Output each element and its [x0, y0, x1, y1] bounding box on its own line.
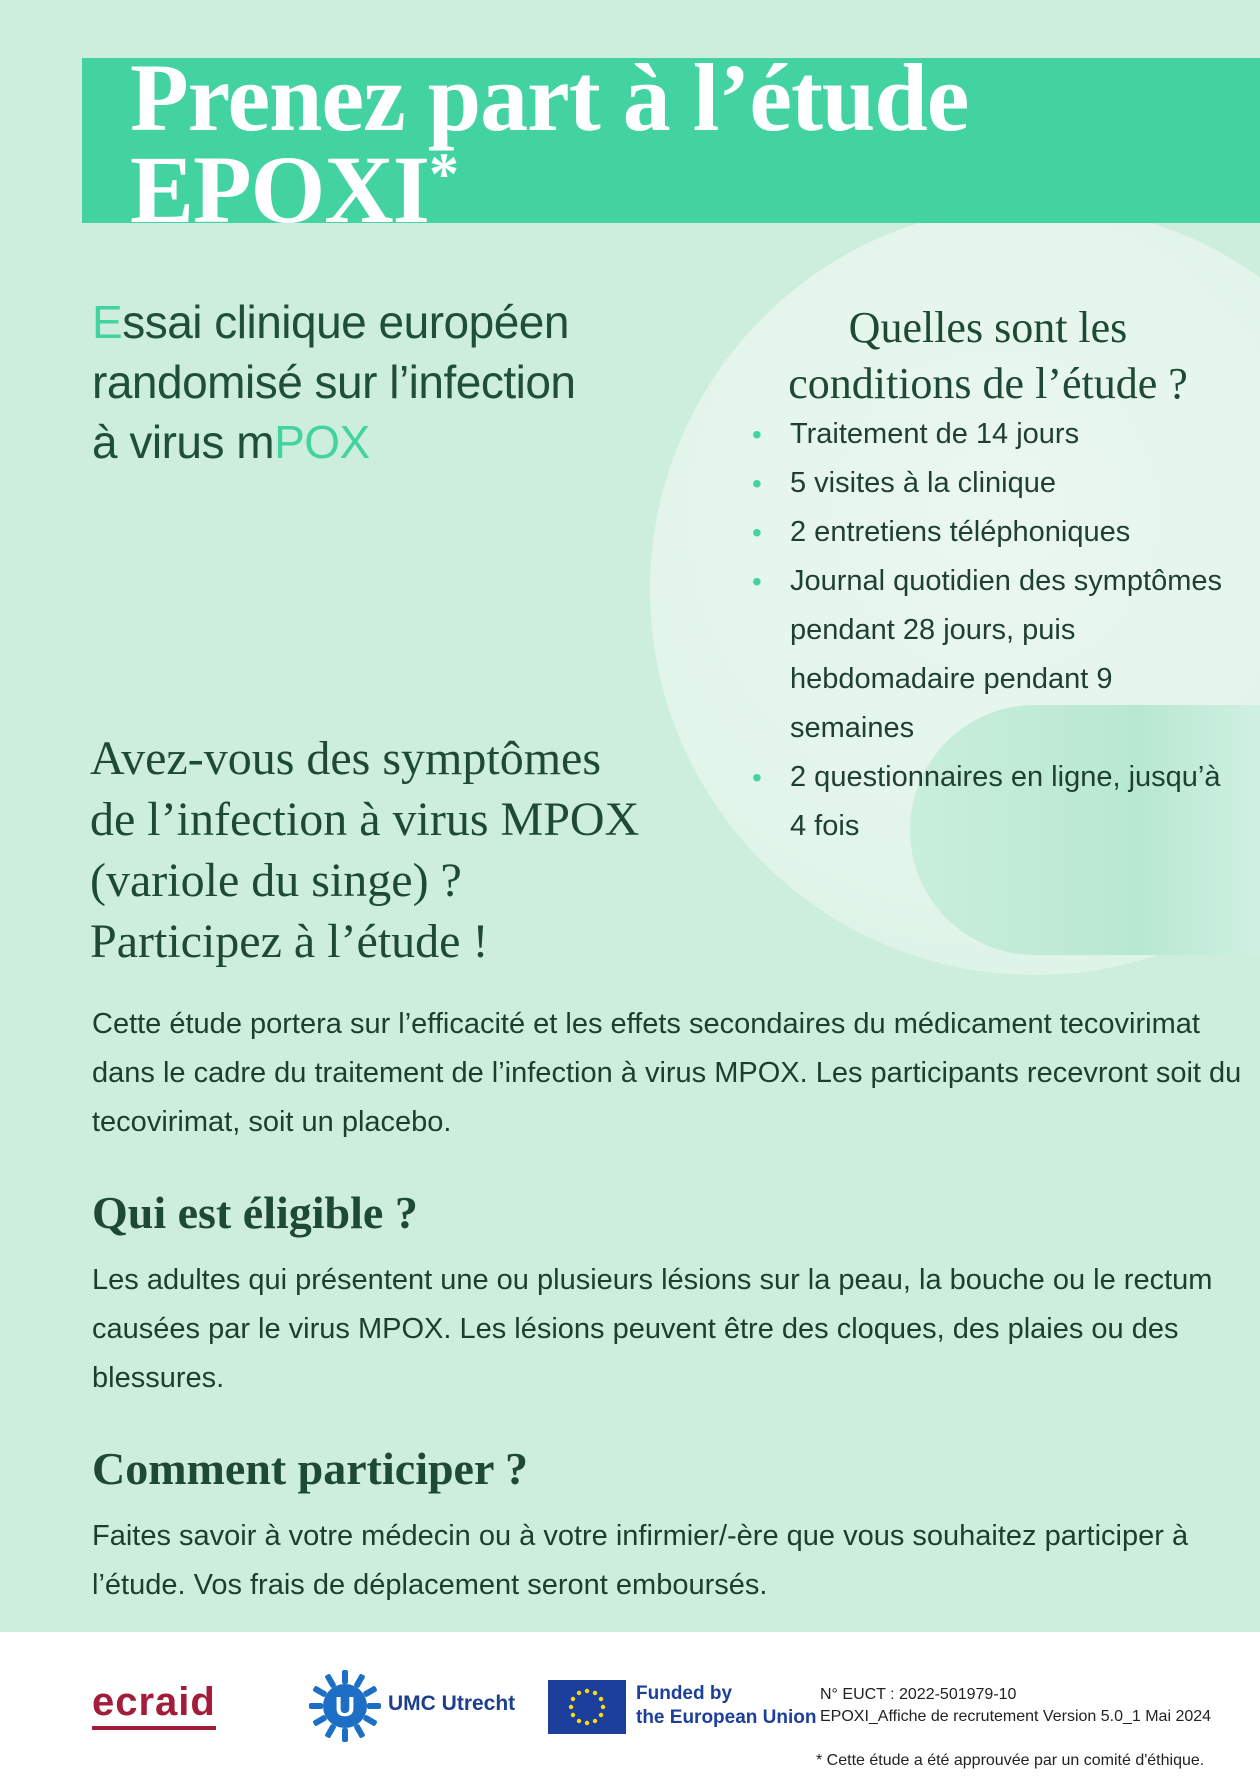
subtitle-line-1-rest: ssai clinique européen [122, 296, 569, 348]
conditions-heading-line-1: Quelles sont les [848, 303, 1128, 352]
ecraid-logo: ecraid [92, 1680, 216, 1730]
umc-utrecht-label: UMC Utrecht [388, 1692, 516, 1715]
title-line-1: Prenez part à l’étude [130, 44, 969, 151]
condition-item: • Journal quotidien des symptômes pendant 28 jours, puis hebdomadaire pendant 9 semaines [752, 557, 1222, 753]
conditions-heading-line-2: conditions de l’étude ? [788, 359, 1188, 408]
subtitle-line-3 [92, 412, 712, 472]
eu-flag-icon [548, 1680, 626, 1734]
page-title [130, 44, 1190, 243]
title-asterisk: * [429, 141, 459, 207]
subtitle-accent-pox: POX [274, 416, 370, 468]
eligibility-heading: Qui est éligible ? [92, 1187, 418, 1238]
condition-item: • 5 visites à la clinique [752, 459, 1222, 508]
document-meta [820, 1684, 1211, 1728]
euct-number: N° EUCT : 2022-501979-10 [820, 1686, 1017, 1703]
umc-utrecht-logo-icon [307, 1668, 383, 1744]
question-line-1: Avez-vous des symptômes [90, 732, 602, 785]
study-intro: Cette étude portera sur l’efficacité et les effets secondaires du médicament tecovirimat dans le cadre du traitement de l’infection à virus MPOX. Les participants recevront soit du tecovirimat, soit un placebo. [92, 1008, 1242, 1138]
participate-heading: Comment participer ? [92, 1443, 529, 1494]
ethics-note: * Cette étude a été approuvée par un comité d'éthique. [816, 1752, 1205, 1769]
eligibility-text: Les adultes qui présentent une ou plusieurs lésions sur la peau, la bouche ou le rectum causées par le virus MPOX. Les lésions peuvent être des cloques, des plaies ou des blessures. [92, 1264, 1213, 1394]
participate-text: Faites savoir à votre médecin ou à votre infirmier/-ère que vous souhaitez participer à l’étude. Vos frais de déplacement seront emboursés. [92, 1520, 1189, 1601]
document-version: EPOXI_Affiche de recrutement Version 5.0_1 Mai 2024 [820, 1708, 1212, 1725]
question-line-2: de l’infection à virus MPOX [90, 793, 640, 846]
subtitle-accent-e: E [92, 296, 123, 348]
eu-funding-label [636, 1682, 817, 1730]
conditions-list [752, 410, 1222, 851]
subtitle-line-3-start: à virus m [92, 416, 275, 468]
subtitle-line-2: randomisé sur l’infection [92, 356, 576, 408]
eu-label-line-2: the European Union [636, 1707, 817, 1728]
symptoms-question [90, 728, 730, 972]
condition-item: • 2 questionnaires en ligne, jusqu’à 4 fois [752, 753, 1222, 851]
condition-item: • 2 entretiens téléphoniques [752, 508, 1222, 557]
title-study-name: EPOXI [130, 136, 430, 243]
title-line-2 [130, 136, 1190, 243]
eu-label-line-1: Funded by [636, 1683, 733, 1704]
footer [0, 1632, 1260, 1782]
question-line-4: Participez à l’étude ! [90, 915, 489, 968]
condition-item: • Traitement de 14 jours [752, 410, 1222, 459]
umc-logo-letter: U [334, 1691, 356, 1722]
question-line-3: (variole du singe) ? [90, 854, 462, 907]
subtitle [92, 292, 712, 472]
subtitle-line-1 [92, 292, 712, 352]
conditions-heading [718, 300, 1258, 412]
